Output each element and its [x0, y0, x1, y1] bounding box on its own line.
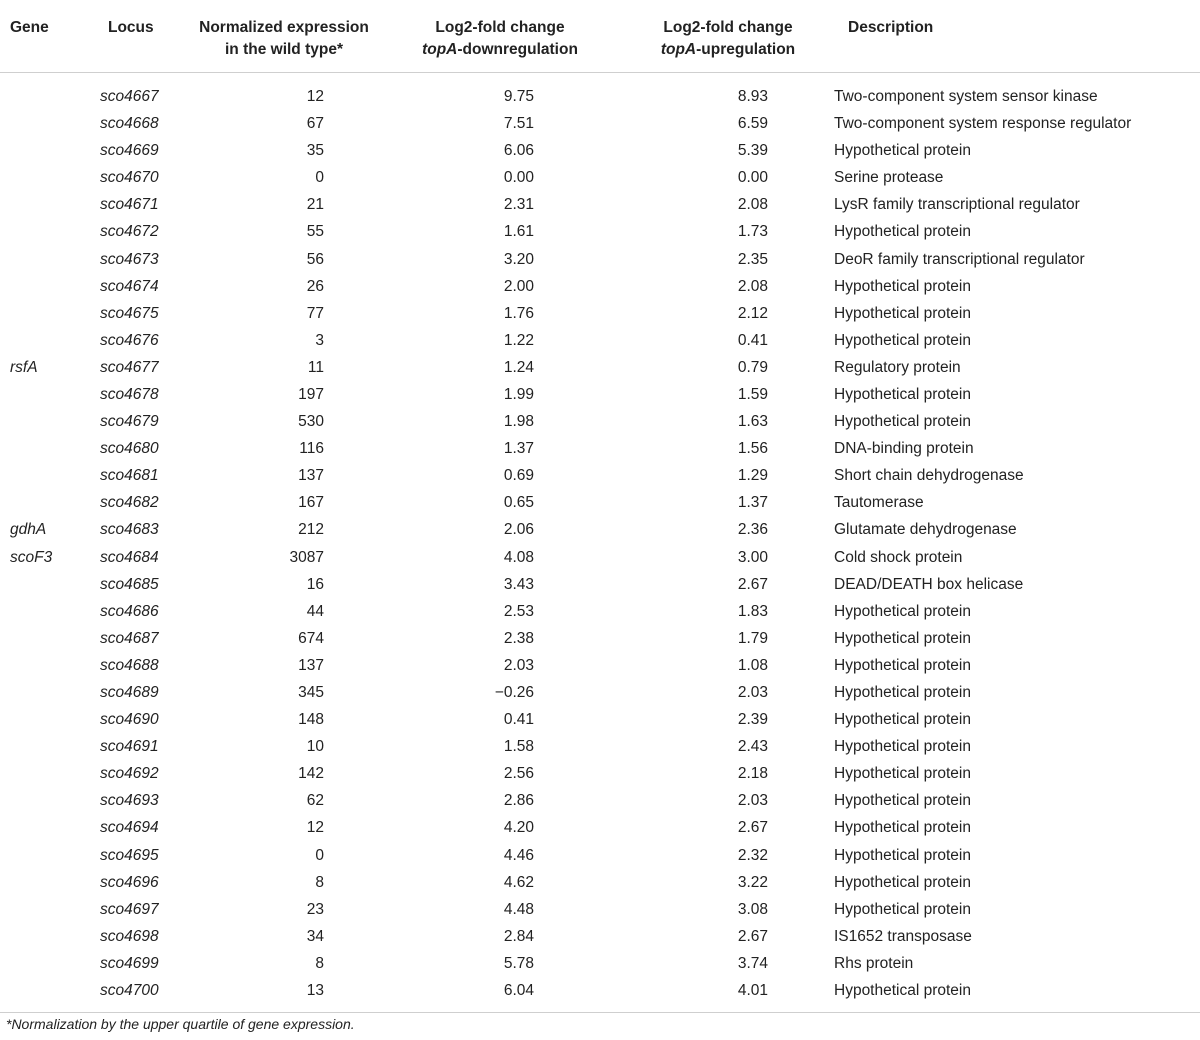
log2-upregulation-cell: 3.22 [737, 873, 768, 891]
normalized-expression-cell: 67 [306, 115, 324, 133]
normalized-expression-cell: 137 [298, 467, 324, 485]
log2-downregulation-cell: 4.20 [503, 819, 534, 837]
table-row [0, 598, 1200, 625]
normalized-expression-cell: 197 [298, 385, 324, 403]
normalized-expression-cell: 35 [306, 142, 324, 160]
log2-upregulation-cell: 2.18 [737, 765, 768, 783]
header-down-gene: topA [422, 41, 458, 58]
table-row [0, 814, 1200, 841]
log2-upregulation-cell: 2.35 [737, 250, 768, 268]
log2-downregulation-cell: 9.75 [503, 88, 534, 105]
table-row [0, 706, 1200, 733]
locus-cell: sco4695 [100, 846, 159, 864]
description-cell: Hypothetical protein [834, 846, 971, 864]
table-row [0, 435, 1200, 462]
header-up-line1: Log2-fold change [663, 19, 793, 36]
description-cell: Hypothetical protein [834, 900, 971, 918]
gene-cell [0, 300, 90, 327]
description-cell: Hypothetical protein [834, 304, 971, 322]
log2-downregulation-cell: 1.58 [503, 738, 534, 756]
table-row [0, 842, 1200, 869]
table-row [0, 191, 1200, 218]
normalized-expression-cell: 3087 [289, 548, 324, 566]
table-row [0, 544, 1200, 571]
locus-cell: sco4670 [100, 169, 159, 187]
normalized-expression-cell: 167 [298, 494, 324, 512]
description-cell: Hypothetical protein [834, 711, 971, 729]
log2-downregulation-cell: 4.62 [503, 873, 534, 891]
normalized-expression-cell: 62 [306, 792, 324, 810]
description-cell: DEAD/DEATH box helicase [834, 575, 1024, 593]
log2-upregulation-cell: 3.74 [737, 954, 768, 972]
table-row [0, 489, 1200, 516]
gene-cell [0, 218, 90, 245]
locus-cell: sco4684 [100, 548, 159, 566]
log2-upregulation-cell: 2.67 [737, 575, 768, 593]
log2-upregulation-cell: 1.79 [737, 629, 768, 647]
gene-cell [0, 381, 90, 408]
gene-cell [0, 950, 90, 977]
description-cell: Hypothetical protein [834, 873, 971, 891]
description-cell: IS1652 transposase [834, 927, 972, 945]
log2-downregulation-cell: 0.00 [503, 169, 534, 187]
gene-cell [0, 273, 90, 300]
locus-cell: sco4668 [100, 115, 159, 133]
locus-cell: sco4693 [100, 792, 159, 810]
table-row [0, 923, 1200, 950]
description-cell: Hypothetical protein [834, 413, 971, 431]
log2-downregulation-cell: 4.08 [503, 548, 534, 566]
description-cell: Glutamate dehydrogenase [834, 521, 1017, 539]
log2-upregulation-cell: 2.32 [737, 846, 768, 864]
log2-downregulation-cell: 2.84 [503, 927, 534, 945]
table-row [0, 73, 1200, 111]
log2-downregulation-cell: 1.22 [503, 331, 534, 349]
table-row [0, 273, 1200, 300]
locus-cell: sco4672 [100, 223, 159, 241]
header-down-suffix: -downregulation [457, 41, 578, 58]
locus-cell: sco4689 [100, 684, 159, 702]
description-cell: Hypothetical protein [834, 602, 971, 620]
log2-downregulation-cell: 2.53 [503, 602, 534, 620]
gene-cell [0, 191, 90, 218]
log2-downregulation-cell: 7.51 [503, 115, 534, 133]
normalized-expression-cell: 13 [190, 977, 378, 1013]
locus-cell: sco4667 [100, 88, 159, 105]
description-cell: Tautomerase [834, 494, 924, 512]
gene-cell [0, 760, 90, 787]
description-cell: Two-component system sensor kinase [834, 88, 1098, 105]
log2-upregulation-cell: 0.79 [737, 358, 768, 376]
log2-upregulation-cell: 3.08 [737, 900, 768, 918]
normalized-expression-cell: 21 [306, 196, 324, 214]
header-normalized-expression [190, 6, 378, 73]
locus-cell: sco4673 [100, 250, 159, 268]
table-row [0, 869, 1200, 896]
description-cell: Short chain dehydrogenase [834, 467, 1024, 485]
locus-cell: sco4681 [100, 467, 159, 485]
table-row [0, 733, 1200, 760]
log2-upregulation-cell: 1.08 [737, 656, 768, 674]
description-cell: Hypothetical protein [834, 331, 971, 349]
gene-cell [0, 73, 90, 111]
locus-cell: sco4700 [90, 977, 190, 1013]
log2-upregulation-cell: 0.00 [737, 169, 768, 187]
normalized-expression-cell: 56 [306, 250, 324, 268]
gene-cell [0, 787, 90, 814]
gene-cell [0, 977, 90, 1013]
log2-downregulation-cell: 4.48 [503, 900, 534, 918]
locus-cell: sco4675 [100, 304, 159, 322]
log2-upregulation-cell: 2.03 [737, 792, 768, 810]
locus-cell: sco4678 [100, 385, 159, 403]
log2-downregulation-cell: 2.56 [503, 765, 534, 783]
log2-downregulation-cell: 0.65 [503, 494, 534, 512]
log2-downregulation-cell: 2.86 [503, 792, 534, 810]
log2-downregulation-cell: 4.46 [503, 846, 534, 864]
locus-cell: sco4690 [100, 711, 159, 729]
log2-upregulation-cell: 1.37 [737, 494, 768, 512]
description-cell: Hypothetical protein [834, 277, 971, 295]
log2-upregulation-cell: 2.12 [737, 304, 768, 322]
normalized-expression-cell: 142 [298, 765, 324, 783]
description-cell: Regulatory protein [834, 358, 961, 376]
locus-cell: sco4685 [100, 575, 159, 593]
locus-cell: sco4676 [100, 331, 159, 349]
description-cell: Hypothetical protein [834, 792, 971, 810]
description-cell: Hypothetical protein [834, 385, 971, 403]
table-row [0, 327, 1200, 354]
table-row [0, 137, 1200, 164]
header-log2-downregulation [378, 6, 622, 73]
log2-downregulation-cell: 2.38 [503, 629, 534, 647]
log2-downregulation-cell: 2.00 [503, 277, 534, 295]
log2-downregulation-cell: 1.24 [503, 358, 534, 376]
gene-cell [0, 327, 90, 354]
locus-cell: sco4697 [100, 900, 159, 918]
normalized-expression-cell: 34 [306, 927, 324, 945]
log2-downregulation-cell: 1.98 [503, 413, 534, 431]
description-cell: LysR family transcriptional regulator [834, 196, 1080, 214]
locus-cell: sco4671 [100, 196, 159, 214]
log2-upregulation-cell: 2.67 [737, 927, 768, 945]
description-cell: Hypothetical protein [834, 142, 971, 160]
normalized-expression-cell: 0 [315, 169, 324, 187]
locus-cell: sco4687 [100, 629, 159, 647]
gene-cell [0, 625, 90, 652]
header-up-line2 [622, 39, 834, 61]
log2-upregulation-cell: 1.63 [737, 413, 768, 431]
description-cell: Serine protease [834, 169, 944, 187]
normalized-expression-cell: 16 [306, 575, 324, 593]
locus-cell: sco4691 [100, 738, 159, 756]
description-cell: Hypothetical protein [834, 656, 971, 674]
table-row [0, 950, 1200, 977]
gene-cell [0, 733, 90, 760]
log2-upregulation-cell: 8.93 [737, 88, 768, 105]
log2-upregulation-cell: 2.67 [737, 819, 768, 837]
description-cell: Hypothetical protein [834, 684, 971, 702]
description-cell: Hypothetical protein [834, 819, 971, 837]
gene-cell [0, 489, 90, 516]
locus-cell: sco4682 [100, 494, 159, 512]
log2-downregulation-cell: 2.06 [503, 521, 534, 539]
normalized-expression-cell: 8 [315, 954, 324, 972]
header-log2-upregulation [622, 6, 834, 73]
normalized-expression-cell: 3 [315, 331, 324, 349]
description-cell: DeoR family transcriptional regulator [834, 250, 1085, 268]
log2-upregulation-cell: 2.36 [737, 521, 768, 539]
table-row [0, 462, 1200, 489]
locus-cell: sco4699 [100, 954, 159, 972]
gene-cell [0, 408, 90, 435]
locus-cell: sco4686 [100, 602, 159, 620]
table-row [0, 679, 1200, 706]
locus-cell: sco4683 [100, 521, 159, 539]
log2-downregulation-cell: −0.26 [494, 684, 534, 702]
description-cell: Hypothetical protein [834, 765, 971, 783]
table-row [0, 110, 1200, 137]
gene-cell [0, 706, 90, 733]
header-up-gene: topA [660, 41, 697, 58]
table-row [0, 164, 1200, 191]
table-row [0, 896, 1200, 923]
normalized-expression-cell: 12 [306, 819, 324, 837]
locus-cell: sco4674 [100, 277, 159, 295]
header-row [0, 6, 1200, 73]
table-row [0, 571, 1200, 598]
log2-downregulation-cell: 1.37 [503, 440, 534, 458]
header-down-line2 [378, 39, 622, 61]
gene-cell [0, 462, 90, 489]
locus-cell: sco4698 [100, 927, 159, 945]
log2-downregulation-cell: 3.20 [503, 250, 534, 268]
gene-cell [0, 137, 90, 164]
locus-cell: sco4696 [100, 873, 159, 891]
table-row [0, 381, 1200, 408]
gene-cell [0, 435, 90, 462]
log2-downregulation-cell: 2.31 [503, 196, 534, 214]
log2-upregulation-cell: 1.56 [737, 440, 768, 458]
locus-cell: sco4692 [100, 765, 159, 783]
header-locus: Locus [90, 6, 190, 73]
table-row [0, 300, 1200, 327]
log2-upregulation-cell: 2.08 [737, 277, 768, 295]
log2-upregulation-cell: 0.41 [737, 331, 768, 349]
table-row [0, 245, 1200, 272]
description-cell: Hypothetical protein [834, 223, 971, 241]
normalized-expression-cell: 11 [307, 358, 324, 376]
locus-cell: sco4677 [100, 358, 159, 376]
normalized-expression-cell: 23 [306, 900, 324, 918]
gene-cell: gdhA [10, 521, 47, 539]
locus-cell: sco4679 [100, 413, 159, 431]
log2-downregulation-cell: 6.06 [503, 142, 534, 160]
normalized-expression-cell: 0 [315, 846, 324, 864]
log2-downregulation-cell: 1.76 [503, 304, 534, 322]
description-cell: Hypothetical protein [834, 977, 1200, 1013]
table-row [0, 760, 1200, 787]
header-down-line1: Log2-fold change [435, 19, 565, 36]
table-row [0, 625, 1200, 652]
gene-cell [0, 652, 90, 679]
gene-cell [0, 679, 90, 706]
log2-upregulation-cell: 5.39 [737, 142, 768, 160]
gene-cell: rsfA [10, 358, 38, 376]
log2-downregulation-cell: 6.04 [378, 977, 622, 1013]
log2-upregulation-cell: 2.08 [737, 196, 768, 214]
description-cell: Hypothetical protein [834, 629, 971, 647]
description-cell: Two-component system response regulator [834, 115, 1132, 133]
log2-upregulation-cell: 1.83 [737, 602, 768, 620]
normalized-expression-cell: 12 [306, 88, 324, 105]
table-row [0, 354, 1200, 381]
log2-upregulation-cell: 1.59 [737, 385, 768, 403]
table-header [0, 6, 1200, 73]
gene-cell [0, 923, 90, 950]
header-norm-line2: in the wild type* [225, 41, 343, 58]
normalized-expression-cell: 116 [299, 440, 324, 458]
log2-upregulation-cell: 2.39 [737, 711, 768, 729]
gene-cell [0, 842, 90, 869]
normalized-expression-cell: 148 [298, 711, 324, 729]
log2-upregulation-cell: 2.43 [737, 738, 768, 756]
gene-cell [0, 814, 90, 841]
log2-upregulation-cell: 1.29 [737, 467, 768, 485]
table-body [0, 73, 1200, 1013]
table-row [0, 218, 1200, 245]
gene-cell [0, 110, 90, 137]
log2-downregulation-cell: 2.03 [503, 656, 534, 674]
normalized-expression-cell: 10 [306, 738, 324, 756]
description-cell: DNA-binding protein [834, 440, 974, 458]
gene-cell [0, 869, 90, 896]
table-row [0, 787, 1200, 814]
gene-cell: scoF3 [10, 548, 53, 566]
normalized-expression-cell: 137 [298, 656, 324, 674]
normalized-expression-cell: 8 [315, 873, 324, 891]
normalized-expression-cell: 345 [298, 684, 324, 702]
gene-cell [0, 164, 90, 191]
log2-downregulation-cell: 3.43 [503, 575, 534, 593]
header-norm-line1: Normalized expression [199, 19, 369, 36]
normalized-expression-cell: 212 [298, 521, 324, 539]
locus-cell: sco4669 [100, 142, 159, 160]
table-row [0, 516, 1200, 543]
log2-downregulation-cell: 0.41 [503, 711, 534, 729]
header-up-suffix: -upregulation [696, 41, 796, 58]
normalized-expression-cell: 530 [298, 413, 324, 431]
gene-cell [0, 245, 90, 272]
table-row [0, 408, 1200, 435]
normalized-expression-cell: 26 [306, 277, 324, 295]
description-cell: Rhs protein [834, 954, 914, 972]
log2-upregulation-cell: 1.73 [737, 223, 768, 241]
table-footnote: *Normalization by the upper quartile of gene expression. [6, 1016, 355, 1032]
log2-downregulation-cell: 5.78 [503, 954, 534, 972]
log2-upregulation-cell: 6.59 [737, 115, 768, 133]
expression-table [0, 6, 1200, 1013]
header-description: Description [834, 6, 1200, 73]
log2-upregulation-cell: 3.00 [737, 548, 768, 566]
normalized-expression-cell: 77 [306, 304, 324, 322]
gene-cell [0, 598, 90, 625]
table-row [0, 652, 1200, 679]
description-cell: Hypothetical protein [834, 738, 971, 756]
header-gene: Gene [0, 6, 90, 73]
log2-downregulation-cell: 0.69 [503, 467, 534, 485]
normalized-expression-cell: 55 [306, 223, 324, 241]
gene-cell [0, 571, 90, 598]
locus-cell: sco4680 [100, 440, 159, 458]
log2-upregulation-cell: 2.03 [737, 684, 768, 702]
log2-downregulation-cell: 1.61 [503, 223, 534, 241]
description-cell: Cold shock protein [834, 548, 963, 566]
gene-cell [0, 896, 90, 923]
normalized-expression-cell: 44 [306, 602, 324, 620]
log2-downregulation-cell: 1.99 [503, 385, 534, 403]
locus-cell: sco4694 [100, 819, 159, 837]
log2-upregulation-cell: 4.01 [622, 977, 834, 1013]
locus-cell: sco4688 [100, 656, 159, 674]
table-row [0, 977, 1200, 1013]
normalized-expression-cell: 674 [298, 629, 324, 647]
